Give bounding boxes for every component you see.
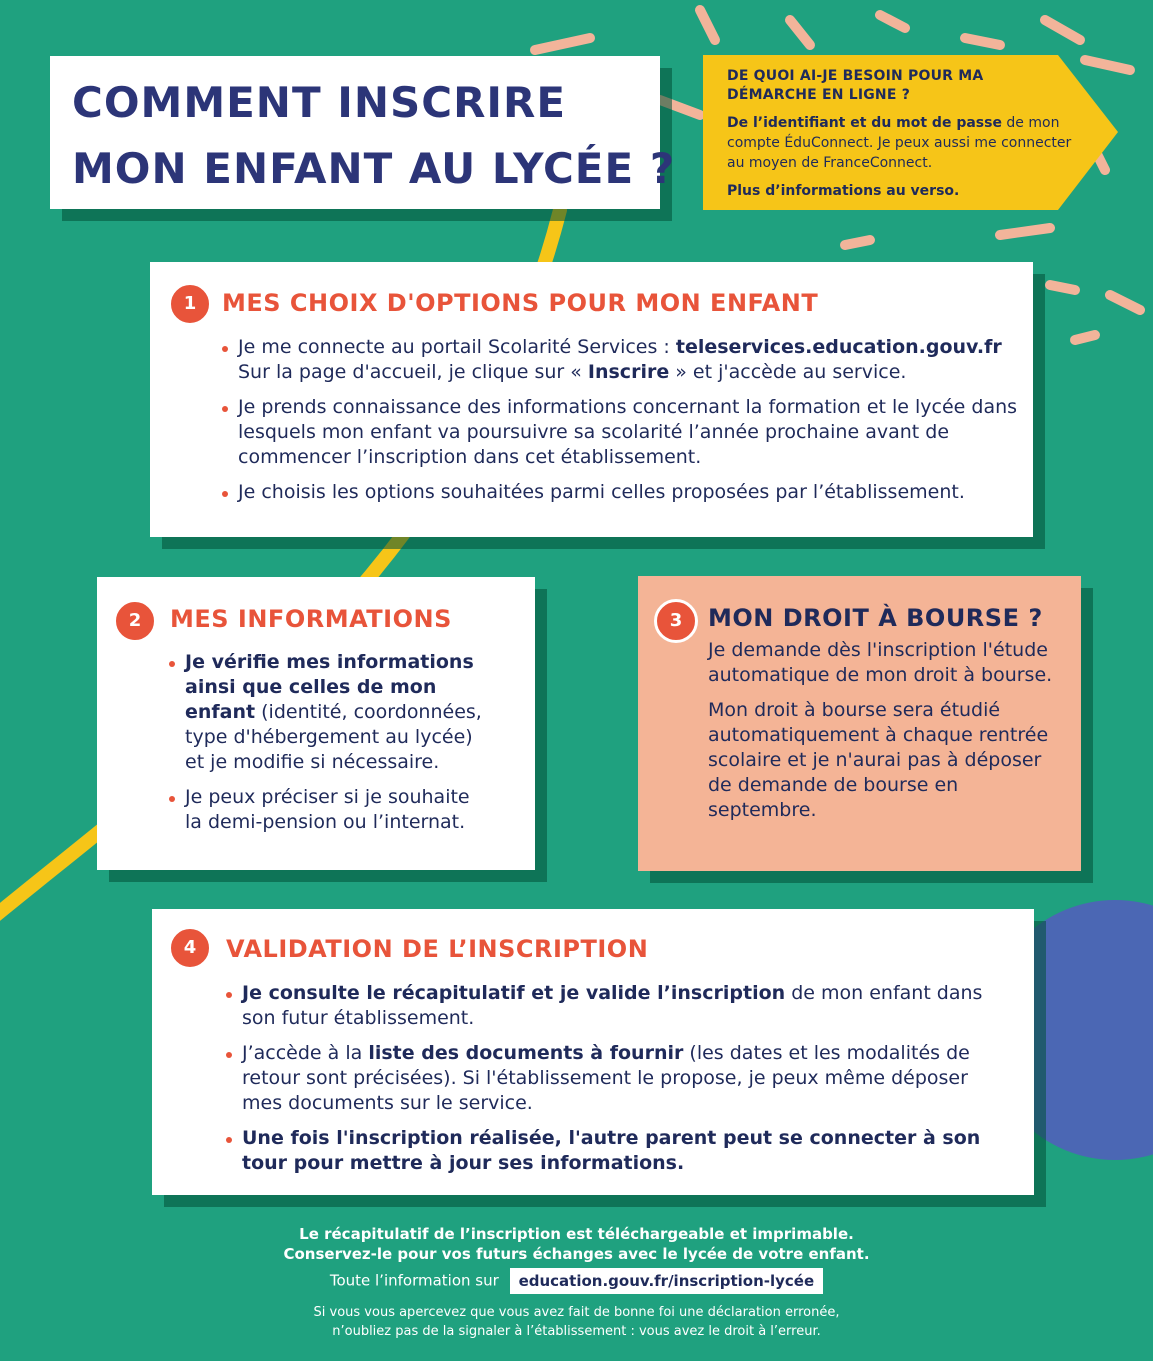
bullet-text: J’accède à la [242,1042,369,1064]
list-item [226,1041,1006,1116]
footer-line-2: Conservez-le pour vos futurs échanges avec le lycée de votre enfant. [283,1245,870,1263]
requirements-callout [703,55,1118,210]
section-3-body [708,638,1058,823]
section-1-list [222,335,1022,515]
section-2-heading: MES INFORMATIONS [170,605,452,633]
list-item: Je prends connaissance des informations concernant la formation et le lycée dans lesquels mon enfant va poursuivre sa scolarité l’année prochaine avant de commencer l’inscription dans cet établissement. [222,395,1022,470]
section-2-card [97,577,535,870]
section-1-card [150,262,1033,537]
bullet-text: (identité, coordonnées, type d'hébergement au lycée) et je modifie si nécessaire. [185,701,482,773]
footer-url-link[interactable]: education.gouv.fr/inscription-lycée [510,1268,824,1294]
step-number-3: 3 [654,599,698,643]
section-3-paragraph-1: Je demande dès l'inscription l'étude automatique de mon droit à bourse. [708,639,1053,686]
footer-line-1: Le récapitulatif de l’inscription est téléchargeable et imprimable. [299,1225,854,1243]
footer-note-line-1: Si vous vous apercevez que vous avez fait de bonne foi une déclaration erronée, [313,1305,840,1320]
footer-url-row [0,1268,1153,1294]
title-box [50,56,676,209]
section-1-heading: MES CHOIX D'OPTIONS POUR MON ENFANT [222,289,819,317]
list-item [222,335,1022,385]
section-4-heading: VALIDATION DE L’INSCRIPTION [226,935,649,963]
list-item: Une fois l'inscription réalisée, l'autre parent peut se connecter à son tour pour mettre à jour ses informations. [226,1126,1006,1176]
portal-link-text: teleservices.education.gouv.fr [675,336,1002,358]
callout-question: DE QUOI AI-JE BESOIN POUR MA DÉMARCHE EN LIGNE ? [727,68,984,103]
callout-more-info: Plus d’informations au verso. [727,183,960,199]
footer-note-line-2: n’oubliez pas de la signaler à l’établissement : vous avez le droit à l’erreur. [332,1324,821,1339]
section-4-card [152,909,1034,1195]
bullet-text: Je me connecte au portail Scolarité Services : [238,336,676,358]
section-4-list [226,981,1006,1186]
list-item [169,650,489,775]
step-number-4: 4 [168,926,212,970]
step-number-2: 2 [113,599,157,643]
bullet-text: » et j'accède au service. [669,361,907,383]
callout-text [727,113,1082,173]
section-3-card [638,576,1081,871]
bullet-text-bold: Je vérifie mes informations ainsi que celles de mon enfant [185,651,474,723]
callout-text-bold: De l’identifiant et du mot de passe [727,115,1002,131]
page-title-line2: MON ENFANT AU LYCÉE ? [72,144,676,193]
section-2-list [169,650,489,845]
section-3-heading: MON DROIT À BOURSE ? [708,604,1043,632]
bullet-text-bold: liste des documents à fournir [368,1042,684,1064]
step-number-1: 1 [168,282,212,326]
list-item: Je peux préciser si je souhaite la demi-pension ou l’internat. [169,785,489,835]
callout-text-rest: de mon compte ÉduConnect. Je peux aussi me connecter au moyen de FranceConnect. [727,115,1072,171]
page-title-line1: COMMENT INSCRIRE [72,78,567,127]
bullet-text: Sur la page d'accueil, je clique sur « [238,361,588,383]
bullet-text: de mon enfant dans son futur établissement. [242,982,983,1029]
list-item [226,981,1006,1031]
footer-info-label: Toute l’information sur [329,1271,499,1290]
bullet-text: (les dates et les modalités de retour sont précisées). Si l'établissement le propose, je peux même déposer mes documents sur le service. [242,1042,970,1114]
bullet-text-bold: Inscrire [587,361,670,383]
bullet-text-bold: Je consulte le récapitulatif et je valide l’inscription [242,982,786,1004]
list-item: Je choisis les options souhaitées parmi celles proposées par l’établissement. [222,480,1022,505]
section-3-paragraph-2: Mon droit à bourse sera étudié automatiquement à chaque rentrée scolaire et je n'aurai pas à déposer de demande de bourse en septembre. [708,699,1049,821]
